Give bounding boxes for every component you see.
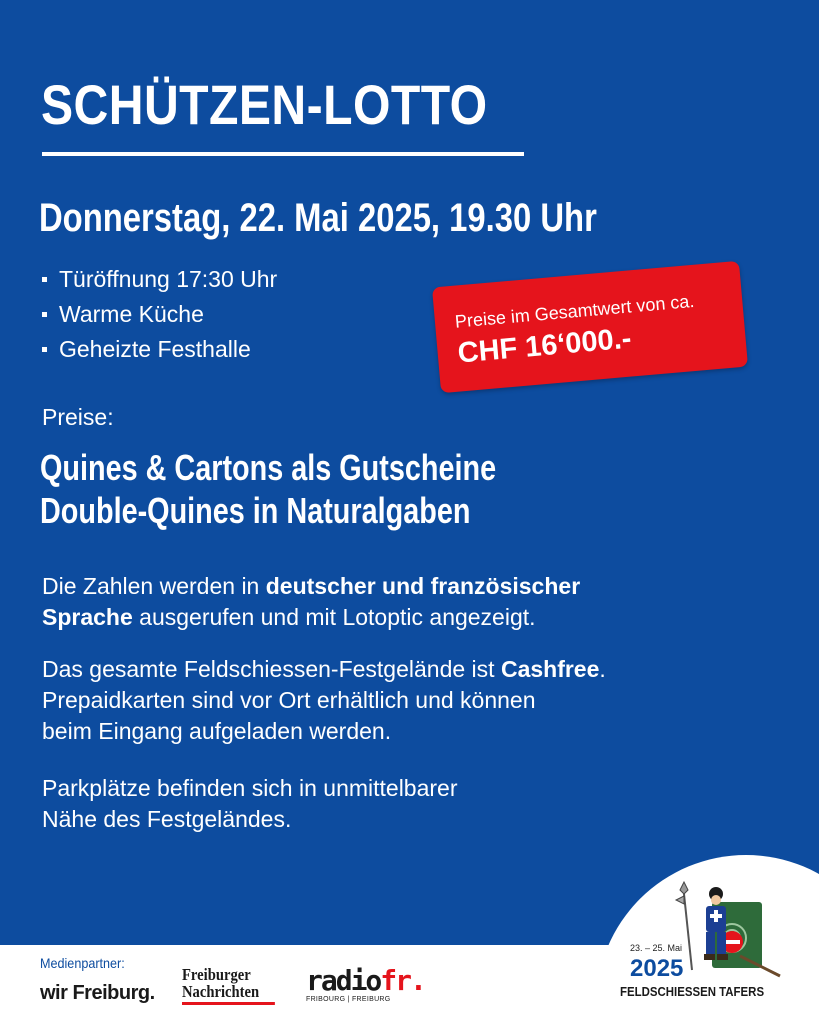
text-line: beim Eingang aufgeladen werden.	[42, 718, 392, 744]
logo-text: Freiburger	[182, 965, 251, 984]
bullet-icon	[42, 312, 47, 317]
logo-underline	[182, 1002, 275, 1005]
prizes-line-2: Double-Quines in Naturalgaben	[40, 490, 471, 531]
logo-subtext: FRIBOURG | FREIBURG	[306, 996, 391, 1003]
text-line: Nähe des Festgeländes.	[42, 806, 292, 832]
text-line: Prepaidkarten sind vor Ort erhältlich und können	[42, 687, 536, 713]
prizes-heading	[40, 446, 496, 532]
event-dates: 23. – 25. Mai	[630, 943, 683, 953]
info-list	[42, 262, 277, 367]
bullet-icon	[42, 347, 47, 352]
list-item	[42, 332, 277, 367]
title-underline	[42, 152, 524, 156]
badge-caption: Preise im Gesamtwert von ca.	[454, 290, 696, 332]
text-run: Das gesamte Feldschiessen-Festgelände ist	[42, 656, 501, 682]
cashfree-paragraph	[42, 654, 606, 747]
event-year: 2025	[630, 955, 684, 982]
list-item	[42, 262, 277, 297]
wir-freiburg-logo: wir Freiburg.	[40, 982, 155, 1004]
text-run: Die Zahlen werden in	[42, 573, 266, 599]
event-name: FELDSCHIESSEN TAFERS	[620, 984, 765, 999]
list-item-text: Türöffnung 17:30 Uhr	[59, 266, 278, 292]
radio-fr-logo	[306, 966, 425, 1003]
badge-amount: CHF 16‘000.-	[456, 322, 633, 370]
media-partner-label: Medienpartner:	[40, 955, 125, 971]
text-run-bold: Cashfree	[500, 656, 600, 682]
list-item-text: Warme Küche	[59, 301, 204, 327]
parking-paragraph	[42, 773, 458, 835]
list-item	[42, 297, 277, 332]
text-run-bold: Sprache	[42, 604, 133, 630]
prizes-label: Preise:	[42, 404, 114, 430]
logo-text: Nachrichten	[182, 982, 260, 1001]
list-item-text: Geheizte Festhalle	[59, 336, 251, 362]
page-title: SCHÜTZEN-LOTTO	[41, 73, 488, 136]
event-date: Donnerstag, 22. Mai 2025, 19.30 Uhr	[39, 196, 597, 240]
text-line: Parkplätze befinden sich in unmittelbarer	[42, 775, 458, 801]
prizes-line-1: Quines & Cartons als Gutscheine	[40, 447, 497, 488]
logo-text: fr.	[380, 964, 425, 997]
logo-text: radio	[306, 964, 381, 997]
text-run: ausgerufen und mit Lotoptic angezeigt.	[132, 604, 536, 630]
bullet-icon	[42, 277, 47, 282]
text-run-bold: deutscher und französischer	[265, 573, 581, 599]
prize-value-badge	[432, 261, 748, 393]
text-run: .	[599, 656, 606, 682]
language-paragraph	[42, 571, 580, 633]
freiburger-nachrichten-logo	[182, 966, 275, 1005]
